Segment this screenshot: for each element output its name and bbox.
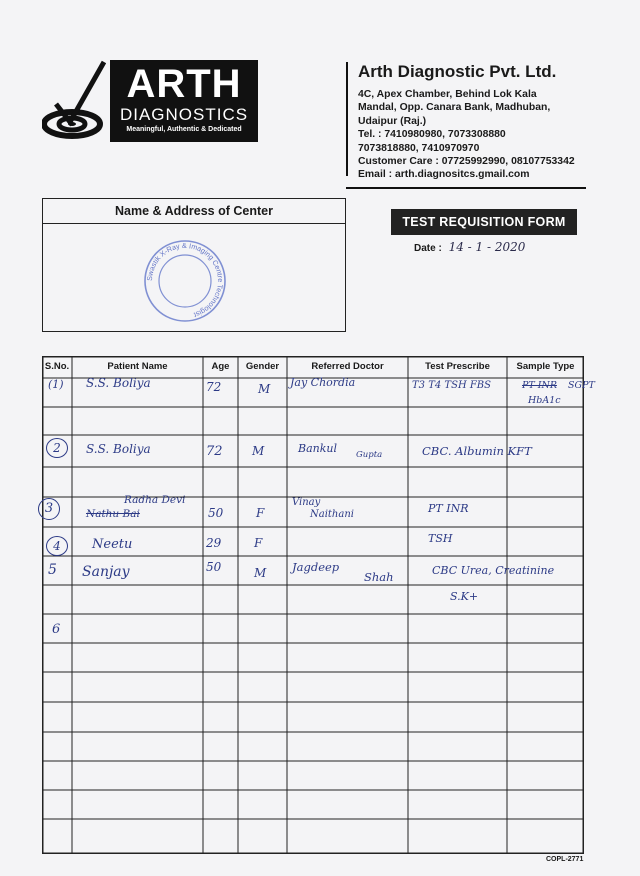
header-sno: S.No.	[44, 361, 70, 372]
row1-patient-name: S.S. Boliya	[86, 376, 151, 390]
row3-patient-name-struck: Nathu Bai	[86, 508, 140, 520]
logo-block	[110, 60, 258, 142]
row5-test-2: S.K+	[450, 590, 479, 603]
row5-age: 50	[206, 560, 222, 574]
table-grid	[42, 356, 584, 854]
row2-sno: 2	[46, 438, 68, 458]
row1-gender: M	[258, 382, 271, 396]
row3-age: 50	[208, 506, 224, 520]
header-divider	[346, 62, 348, 176]
row1-doctor: Jay Chordia	[290, 376, 356, 389]
center-stamp-seal	[141, 237, 229, 325]
target-checkmark-logo-icon	[42, 60, 106, 140]
row3-patient-name: Radha Devi	[124, 494, 186, 506]
address-line: Udaipur (Raj.)	[358, 115, 427, 127]
row3-doctor-2: Naithani	[310, 509, 354, 520]
company-info	[358, 62, 628, 182]
date-label: Date :	[414, 243, 442, 254]
row5-doctor-2: Shah	[364, 570, 394, 584]
row1-sample: SGPT	[568, 380, 595, 391]
header-underline	[346, 187, 586, 189]
row4-patient-name: Neetu	[92, 537, 133, 552]
row5-gender: M	[254, 566, 267, 580]
header-gender: Gender	[245, 361, 280, 372]
patient-table	[42, 356, 595, 854]
row2-patient-name: S.S. Boliya	[86, 442, 151, 456]
address-line: 4C, Apex Chamber, Behind Lok Kala	[358, 89, 537, 100]
row4-test: TSH	[428, 532, 453, 545]
row2-doctor-2: Gupta	[356, 450, 383, 460]
form-code: COPL-2771	[546, 856, 584, 863]
header-referred-doctor: Referred Doctor	[311, 361, 384, 372]
row2-age: 72	[206, 444, 223, 459]
company-name: Arth Diagnostic Pvt. Ltd.	[358, 62, 557, 81]
row5-sno: 5	[48, 562, 57, 578]
row2-doctor: Bankul	[298, 442, 337, 455]
row5-test: CBC Urea, Creatinine	[432, 564, 555, 577]
telephone-line: 7073818880, 7410970970	[358, 142, 480, 154]
row2-gender: M	[252, 444, 265, 458]
row4-gender: F	[254, 536, 263, 550]
customer-care-line: Customer Care : 07725992990, 08107753342	[358, 156, 575, 168]
header-test-prescribe: Test Prescribe	[425, 361, 490, 372]
row4-sno: 4	[46, 536, 68, 556]
form-title: TEST REQUISITION FORM	[391, 209, 577, 235]
row3-test: PT INR	[428, 502, 469, 515]
logo-subtitle: DIAGNOSTICS	[119, 105, 249, 124]
row2-test: CBC. Albumin KFT	[422, 444, 532, 458]
row6-sno: 6	[52, 622, 61, 637]
header-sample-type: Sample Type	[516, 361, 575, 372]
row3-doctor: Vinay	[292, 497, 321, 508]
row1-sample-struck: PT INR	[522, 380, 557, 391]
date-value: 14 - 1 - 2020	[448, 240, 526, 254]
stamp-text: Swastik X-Ray & Imaging Centre Technologist	[144, 240, 226, 320]
row1-sno: (1)	[48, 378, 64, 391]
row5-patient-name: Sanjay	[82, 564, 130, 580]
row3-gender: F	[256, 506, 265, 520]
row4-age: 29	[206, 536, 222, 550]
logo-name: ARTH	[126, 62, 242, 106]
row1-sample-2: HbA1c	[528, 395, 561, 406]
center-title: Name & Address of Center	[43, 199, 345, 224]
logo-tagline: Meaningful, Authentic & Dedicated	[126, 126, 242, 133]
email-line: Email : arth.diagnositcs.gmail.com	[358, 169, 530, 181]
date-row	[414, 240, 525, 254]
header-patient-name: Patient Name	[107, 361, 168, 372]
row5-doctor: Jagdeep	[292, 560, 340, 574]
center-address-box	[42, 198, 346, 332]
row1-test: T3 T4 TSH FBS	[412, 380, 491, 391]
address-line: Mandal, Opp. Canara Bank, Madhuban,	[358, 102, 551, 114]
row1-age: 72	[206, 380, 222, 394]
header-age: Age	[211, 361, 230, 372]
telephone-line: Tel. : 7410980980, 7073308880	[358, 129, 506, 141]
row3-sno: 3	[38, 498, 60, 520]
